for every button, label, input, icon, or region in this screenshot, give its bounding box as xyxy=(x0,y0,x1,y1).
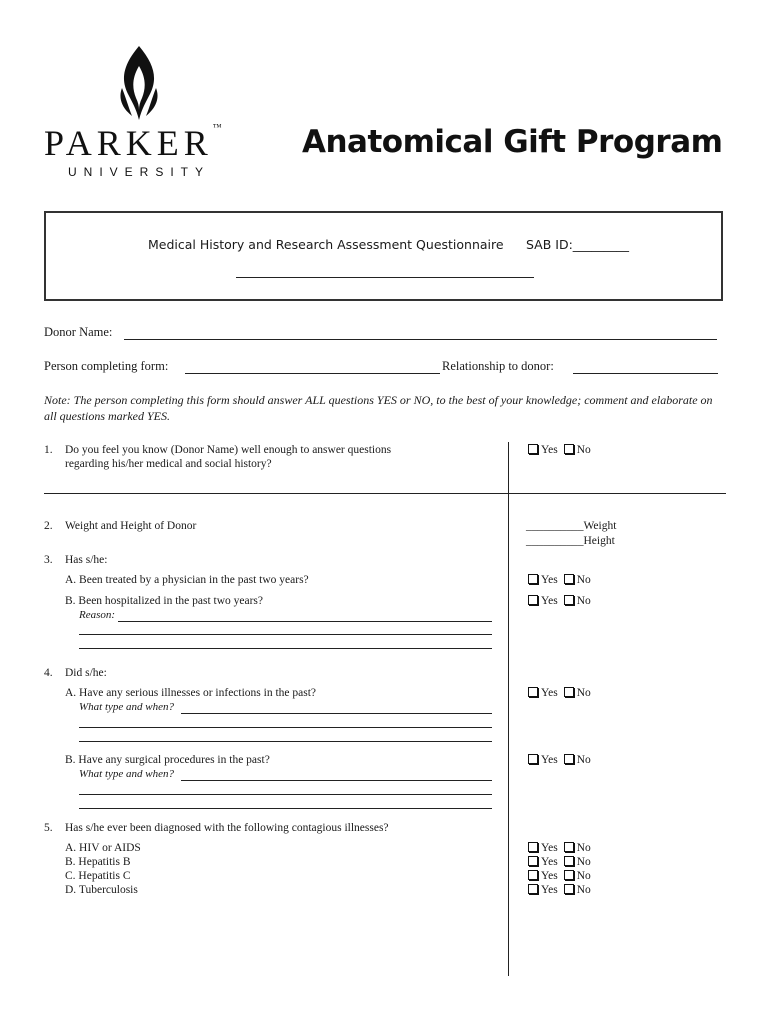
q5d-yes-label: Yes xyxy=(541,884,558,896)
q1-yes-label: Yes xyxy=(541,444,558,456)
q1-yes-checkbox[interactable] xyxy=(528,444,538,454)
q1-number: 1. xyxy=(44,444,53,456)
q1-text-line1: Do you feel you know (Donor Name) well enough to answer questions xyxy=(65,444,392,456)
q4a-no-label: No xyxy=(576,687,591,699)
q5a-no-label: No xyxy=(576,842,591,854)
relationship-label: Relationship to donor: xyxy=(442,359,554,373)
q5a-yes-checkbox[interactable] xyxy=(528,842,538,852)
q3a-yes-label: Yes xyxy=(541,574,558,586)
q4-number: 4. xyxy=(44,667,53,679)
q4a-prompt: What type and when? xyxy=(79,701,175,713)
logo-name xyxy=(44,122,222,164)
q5d-no-checkbox[interactable] xyxy=(564,884,574,894)
q3b-no-label: No xyxy=(576,595,591,607)
q4a-answer-line2[interactable] xyxy=(79,727,492,728)
q5b-no-label: No xyxy=(576,856,591,868)
header-box xyxy=(44,211,723,301)
q4a-answer-line1[interactable] xyxy=(181,713,492,714)
q5d-no-label: No xyxy=(576,884,591,896)
q5d-options xyxy=(528,884,591,896)
q4a-options xyxy=(528,687,591,699)
q4a-text: A. Have any serious illnesses or infections in the past? xyxy=(65,687,317,699)
q3-number: 3. xyxy=(44,554,53,566)
q3a-no-label: No xyxy=(576,574,591,586)
logo-tm: ™ xyxy=(212,122,222,132)
flame-icon xyxy=(114,44,164,122)
q3a-options xyxy=(528,574,591,586)
q5c-no-checkbox[interactable] xyxy=(564,870,574,880)
q5-text: Has s/he ever been diagnosed with the following contagious illnesses? xyxy=(65,822,389,834)
q4b-answer-line3[interactable] xyxy=(79,808,492,809)
q5a-no-checkbox[interactable] xyxy=(564,842,574,852)
column-divider xyxy=(508,442,509,976)
q5b-options xyxy=(528,856,591,868)
q5d-yes-checkbox[interactable] xyxy=(528,884,538,894)
logo-name-text: PARKER xyxy=(44,123,213,163)
questionnaire-heading: Medical History and Research Assessment Questionnaire xyxy=(148,237,504,252)
donor-name-input[interactable] xyxy=(124,339,717,340)
q4b-prompt: What type and when? xyxy=(79,768,175,780)
q5b-yes-label: Yes xyxy=(541,856,558,868)
q1-options xyxy=(528,444,591,456)
q2-weight-field[interactable]: __________Weight xyxy=(526,520,617,532)
page-title: Anatomical Gift Program xyxy=(302,124,723,160)
donor-name-label: Donor Name: xyxy=(44,325,113,339)
q5-item: A. HIV or AIDS xyxy=(65,842,141,854)
q5-item: D. Tuberculosis xyxy=(65,884,138,896)
relationship-input[interactable] xyxy=(573,373,718,374)
q4b-no-checkbox[interactable] xyxy=(564,754,574,764)
q4b-text: B. Have any surgical procedures in the past? xyxy=(65,754,270,766)
q3b-no-checkbox[interactable] xyxy=(564,595,574,605)
q2-number: 2. xyxy=(44,520,53,532)
q5c-options xyxy=(528,870,591,882)
q5b-yes-checkbox[interactable] xyxy=(528,856,538,866)
q4-text: Did s/he: xyxy=(65,667,107,679)
q3b-text: B. Been hospitalized in the past two years? xyxy=(65,595,264,607)
q4a-yes-checkbox[interactable] xyxy=(528,687,538,697)
q5c-yes-checkbox[interactable] xyxy=(528,870,538,880)
q4b-options xyxy=(528,754,591,766)
q4b-answer-line2[interactable] xyxy=(79,794,492,795)
instructions-note: Note: The person completing this form should answer ALL questions YES or NO, to the best of your knowledge; comment and elaborate on all questions marked YES. xyxy=(44,393,713,423)
q4b-answer-line1[interactable] xyxy=(181,780,492,781)
q1-text-line2: regarding his/her medical and social history? xyxy=(65,458,272,470)
q5-item: C. Hepatitis C xyxy=(65,870,131,882)
q3b-reason-label: Reason: xyxy=(79,609,116,621)
q3b-yes-checkbox[interactable] xyxy=(528,595,538,605)
q5c-yes-label: Yes xyxy=(541,870,558,882)
q5b-no-checkbox[interactable] xyxy=(564,856,574,866)
q3a-yes-checkbox[interactable] xyxy=(528,574,538,584)
q3b-options xyxy=(528,595,591,607)
q4b-yes-checkbox[interactable] xyxy=(528,754,538,764)
q3b-reason-line3[interactable] xyxy=(79,648,492,649)
q3a-no-checkbox[interactable] xyxy=(564,574,574,584)
q4a-no-checkbox[interactable] xyxy=(564,687,574,697)
q5-item: B. Hepatitis B xyxy=(65,856,131,868)
sab-id-field[interactable]: SAB ID:_________ xyxy=(526,237,630,252)
q4b-yes-label: Yes xyxy=(541,754,558,766)
logo-subtitle: UNIVERSITY xyxy=(68,165,211,179)
q4a-yes-label: Yes xyxy=(541,687,558,699)
q3b-yes-label: Yes xyxy=(541,595,558,607)
parker-logo xyxy=(44,44,234,184)
q3a-text: A. Been treated by a physician in the past two years? xyxy=(65,574,309,586)
q3b-reason-line2[interactable] xyxy=(79,634,492,635)
q4a-answer-line3[interactable] xyxy=(79,741,492,742)
q2-height-field[interactable]: __________Height xyxy=(526,535,615,547)
q5a-yes-label: Yes xyxy=(541,842,558,854)
q1-no-label: No xyxy=(576,444,591,456)
q5c-no-label: No xyxy=(576,870,591,882)
q5-number: 5. xyxy=(44,822,53,834)
person-completing-label: Person completing form: xyxy=(44,359,169,373)
q1-no-checkbox[interactable] xyxy=(564,444,574,454)
header-box-line[interactable] xyxy=(236,277,534,278)
section-divider xyxy=(44,493,726,494)
q3-text: Has s/he: xyxy=(65,554,108,566)
q4b-no-label: No xyxy=(576,754,591,766)
person-completing-input[interactable] xyxy=(185,373,440,374)
q5a-options xyxy=(528,842,591,854)
q3b-reason-line1[interactable] xyxy=(118,621,492,622)
q2-text: Weight and Height of Donor xyxy=(65,520,197,532)
